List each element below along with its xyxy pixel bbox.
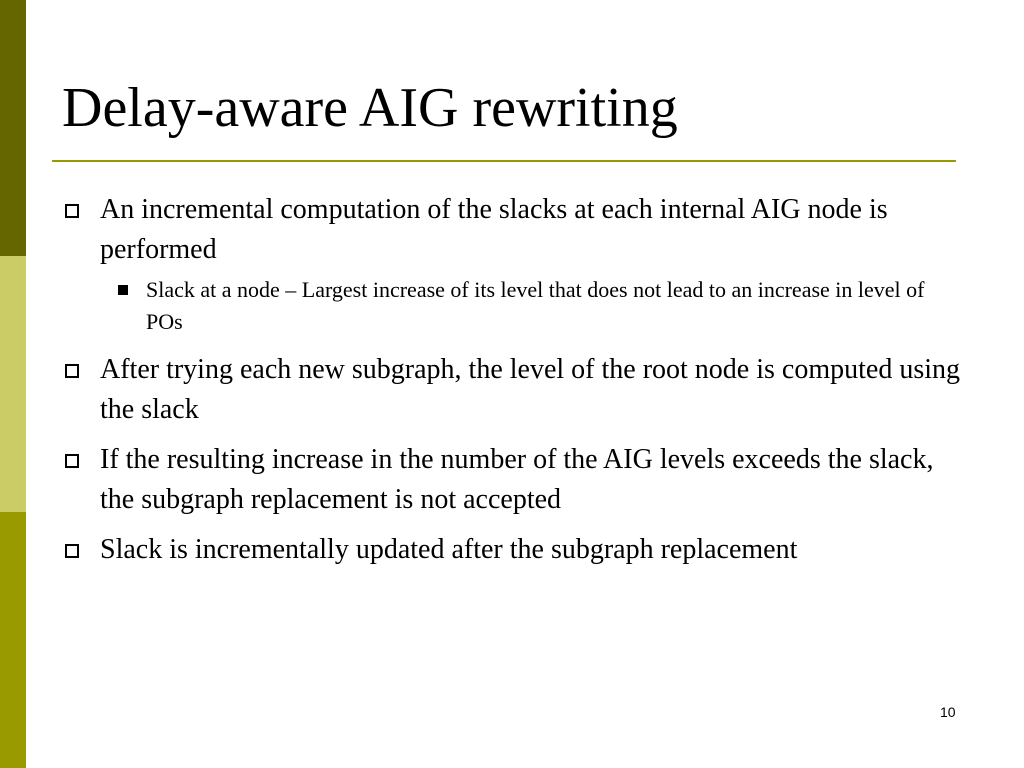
slide-body (62, 190, 962, 580)
filled-square-bullet-icon (118, 285, 128, 295)
hollow-square-bullet-icon (65, 204, 79, 218)
bullet-text: If the resulting increase in the number of the AIG levels exceeds the slack, the subgraph replacement is not accepted (100, 444, 934, 515)
bullet-item (62, 190, 962, 270)
bullet-text: After trying each new subgraph, the level of the root node is computed using the slack (100, 354, 960, 425)
hollow-square-bullet-icon (65, 544, 79, 558)
sub-bullet-item (62, 274, 962, 338)
page-number: 10 (940, 704, 956, 720)
slide-title: Delay-aware AIG rewriting (62, 77, 678, 139)
sidebar-stripe-light (0, 256, 26, 512)
hollow-square-bullet-icon (65, 454, 79, 468)
bullet-text: An incremental computation of the slacks at each internal AIG node is performed (100, 194, 888, 265)
bullet-text: Slack is incrementally updated after the subgraph replacement (100, 534, 798, 565)
bullet-item (62, 530, 962, 570)
sub-bullet-text: Slack at a node – Largest increase of its level that does not lead to an increase in level of POs (146, 277, 925, 334)
hollow-square-bullet-icon (65, 364, 79, 378)
sidebar-stripe-dark (0, 0, 26, 256)
title-divider (52, 160, 956, 162)
bullet-item (62, 350, 962, 430)
sidebar-stripe-olive (0, 512, 26, 768)
bullet-item (62, 440, 962, 520)
